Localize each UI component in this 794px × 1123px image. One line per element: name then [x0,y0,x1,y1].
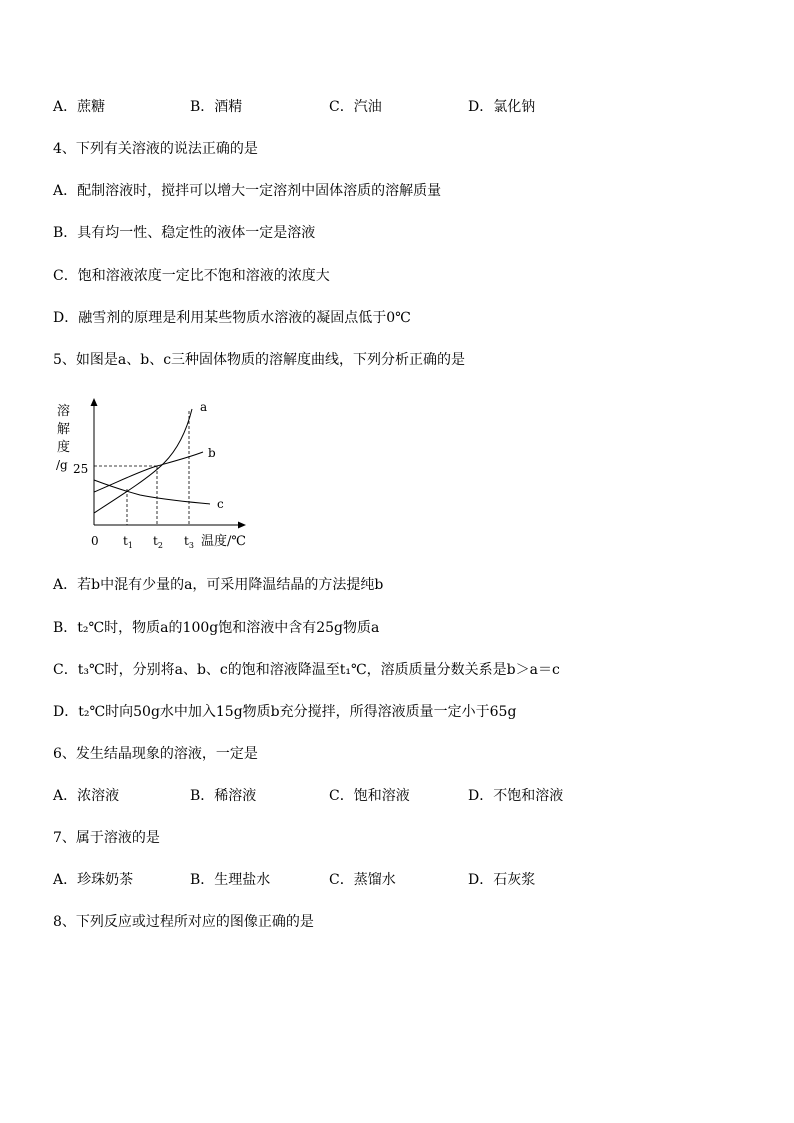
q7-option-b: B．生理盐水 [190,872,271,888]
q4-stem: 4、下列有关溶液的说法正确的是 [53,141,258,157]
q4-option-a: A．配制溶液时，搅拌可以增大一定溶剂中固体溶质的溶解质量 [53,183,442,199]
q7-option-c: C．蒸馏水 [329,872,396,888]
curve-a [94,409,192,513]
q3-option-d: D．氯化钠 [468,99,536,115]
series-label-c: c [217,497,224,511]
series-label-b: b [208,446,216,460]
q5-option-b: B．t₂℃时，物质a的100g饱和溶液中含有25g物质a [53,620,380,636]
ylabel-char: /g [56,458,68,472]
q7-option-d: D．石灰浆 [468,872,536,888]
q4-option-b: B．具有均一性、稳定性的液体一定是溶液 [53,225,316,241]
x-tick-label-t3: $t_3$ [184,534,194,550]
y-axis-arrow [91,398,98,406]
x-tick-label-t1: $t_1$ [123,534,133,550]
q7-stem: 7、属于溶液的是 [53,830,160,846]
q6-option-c: C．饱和溶液 [329,788,410,804]
q5-option-c: C．t₃℃时，分别将a、b、c的饱和溶液降温至t₁℃，溶质质量分数关系是b＞a＝c [53,662,560,678]
q6-option-a: A．浓溶液 [53,788,120,804]
q3-option-c: C．汽油 [329,99,382,115]
x-axis-label: 温度/℃ [201,534,246,549]
ylabel-char: 度 [57,440,71,455]
q5-option-a: A．若b中混有少量的a，可采用降温结晶的方法提纯b [53,577,384,593]
q8-stem: 8、下列反应或过程所对应的图像正确的是 [53,914,314,930]
x-axis-arrow [238,522,246,529]
q6-option-d: D．不饱和溶液 [468,788,564,804]
curve-c [94,480,210,504]
x-tick-label-t2: $t_2$ [153,534,163,550]
origin-label: 0 [91,534,99,548]
y-tick-label-25: 25 [73,462,89,476]
q3-option-b: B．酒精 [190,99,243,115]
ylabel-char: 解 [57,422,71,437]
series-label-a: a [200,400,208,414]
q5-stem: 5、如图是a、b、c三种固体物质的溶解度曲线，下列分析正确的是 [53,352,466,368]
q4-option-c: C．饱和溶液浓度一定比不饱和溶液的浓度大 [53,268,330,284]
solubility-chart [50,395,260,555]
q7-option-a: A．珍珠奶茶 [53,872,134,888]
q3-option-a: A．蔗糖 [53,99,106,115]
q6-option-b: B．稀溶液 [190,788,257,804]
q6-stem: 6、发生结晶现象的溶液，一定是 [53,746,258,762]
ylabel-char: 溶 [57,404,71,419]
q4-option-d: D．融雪剂的原理是利用某些物质水溶液的凝固点低于0℃ [53,310,411,326]
q5-option-d: D．t₂℃时向50g水中加入15g物质b充分搅拌，所得溶液质量一定小于65g [53,704,517,720]
